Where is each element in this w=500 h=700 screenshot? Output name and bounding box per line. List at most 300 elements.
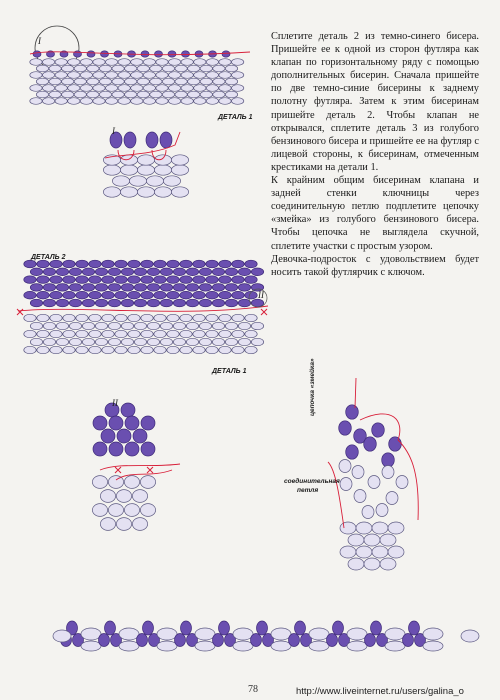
dark-bead (232, 291, 244, 299)
dark-bead (155, 51, 163, 57)
page-number: 78 (248, 684, 258, 695)
dark-bead (289, 634, 300, 647)
light-bead (143, 85, 155, 92)
dark-bead (30, 299, 42, 307)
dark-bead (147, 268, 159, 276)
dark-bead (89, 291, 101, 299)
light-bead (167, 346, 179, 353)
dark-bead (238, 284, 250, 292)
light-bead (245, 346, 257, 353)
dark-bead (160, 299, 172, 307)
dark-bead (143, 621, 154, 635)
light-bead (340, 478, 352, 491)
light-bead (102, 330, 114, 337)
light-bead (43, 338, 55, 345)
dark-bead (89, 260, 101, 268)
paragraph-3: Девочка-подросток с удовольствием будет носить такой футлярчик с ключом. (271, 253, 479, 278)
dark-bead (186, 284, 198, 292)
light-bead (238, 322, 250, 329)
light-bead (118, 72, 130, 79)
light-bead (116, 518, 131, 531)
dark-bead (219, 621, 230, 635)
dark-bead (403, 634, 414, 647)
light-bead (154, 346, 166, 353)
light-bead (115, 314, 127, 321)
dark-bead (109, 442, 123, 456)
light-bead (119, 628, 139, 640)
dark-bead (333, 621, 344, 635)
light-bead (231, 98, 243, 105)
dark-bead (173, 299, 185, 307)
light-bead (105, 85, 117, 92)
dark-bead (219, 276, 231, 284)
light-bead (167, 330, 179, 337)
light-bead (134, 322, 146, 329)
light-bead (99, 91, 111, 98)
light-bead (81, 641, 101, 651)
light-bead (154, 314, 166, 321)
light-bead (150, 91, 162, 98)
dark-bead (372, 423, 385, 437)
light-bead (364, 558, 380, 570)
light-bead (188, 91, 200, 98)
dark-bead (346, 445, 359, 459)
light-bead (231, 85, 243, 92)
light-bead (49, 65, 61, 72)
thread-line (328, 462, 344, 528)
light-bead (105, 59, 117, 66)
light-bead (103, 165, 120, 175)
dark-bead (212, 284, 224, 292)
light-bead (154, 155, 171, 165)
light-bead (68, 98, 80, 105)
light-bead (193, 314, 205, 321)
dark-bead (30, 284, 42, 292)
light-bead (188, 65, 200, 72)
light-bead (87, 91, 99, 98)
light-bead (368, 476, 380, 489)
light-bead (156, 98, 168, 105)
light-bead (50, 314, 62, 321)
light-bead (206, 98, 218, 105)
light-bead (193, 346, 205, 353)
light-bead (356, 522, 372, 534)
light-bead (156, 59, 168, 66)
dark-bead (63, 291, 75, 299)
dark-bead (371, 621, 382, 635)
dark-bead (182, 51, 190, 57)
dark-bead (365, 634, 376, 647)
light-bead (69, 338, 81, 345)
light-bead (150, 65, 162, 72)
dark-bead (251, 634, 262, 647)
loop-label-line1: соединительная (284, 478, 340, 485)
light-bead (61, 91, 73, 98)
dark-bead (95, 284, 107, 292)
dark-bead (137, 634, 148, 647)
dark-bead (37, 291, 49, 299)
light-bead (380, 558, 396, 570)
light-bead (372, 546, 388, 558)
chain-label: цепочка «змейка» (309, 358, 316, 416)
dark-bead (141, 260, 153, 268)
roman-label-ii-small: II (112, 398, 118, 408)
light-bead (423, 628, 443, 640)
light-bead (131, 59, 143, 66)
dark-bead (193, 276, 205, 284)
dark-bead (93, 416, 107, 430)
light-bead (143, 59, 155, 66)
light-bead (348, 534, 364, 546)
light-bead (55, 72, 67, 79)
light-bead (36, 78, 48, 85)
light-bead (376, 504, 388, 517)
light-bead (388, 522, 404, 534)
light-bead (146, 176, 163, 186)
light-bead (163, 176, 180, 186)
light-bead (49, 91, 61, 98)
light-bead (180, 314, 192, 321)
light-bead (347, 628, 367, 640)
light-bead (362, 506, 374, 519)
dark-bead (225, 268, 237, 276)
dark-bead (50, 276, 62, 284)
dark-bead (121, 284, 133, 292)
light-bead (141, 346, 153, 353)
dark-bead (180, 276, 192, 284)
light-bead (140, 476, 155, 489)
light-bead (120, 165, 137, 175)
dark-bead (33, 51, 41, 57)
light-bead (74, 78, 86, 85)
light-bead (37, 330, 49, 337)
light-bead (181, 98, 193, 105)
light-bead (120, 187, 137, 197)
dark-bead (141, 442, 155, 456)
light-bead (128, 346, 140, 353)
light-bead (76, 346, 88, 353)
roman-label-i-small: I (112, 126, 115, 136)
source-url: http://www.liveinternet.ru/users/galina_o (296, 686, 464, 697)
dark-bead (82, 268, 94, 276)
light-bead (99, 65, 111, 72)
light-bead (380, 534, 396, 546)
light-bead (171, 165, 188, 175)
dark-bead (146, 132, 158, 148)
dark-bead (121, 299, 133, 307)
light-bead (195, 628, 215, 640)
light-bead (309, 641, 329, 651)
light-bead (89, 346, 101, 353)
light-bead (118, 59, 130, 66)
light-bead (212, 338, 224, 345)
light-bead (42, 72, 54, 79)
dark-bead (193, 260, 205, 268)
dark-bead (24, 260, 36, 268)
dark-bead (225, 299, 237, 307)
light-bead (131, 85, 143, 92)
light-bead (108, 504, 123, 517)
light-bead (68, 72, 80, 79)
light-bead (199, 338, 211, 345)
light-bead (74, 65, 86, 72)
light-bead (206, 85, 218, 92)
light-bead (105, 98, 117, 105)
dark-bead (245, 260, 257, 268)
dark-bead (180, 291, 192, 299)
light-bead (56, 322, 68, 329)
dark-bead (154, 276, 166, 284)
light-bead (55, 59, 67, 66)
light-bead (141, 330, 153, 337)
light-bead (63, 346, 75, 353)
dark-bead (232, 276, 244, 284)
cross-mark (261, 309, 267, 315)
light-bead (61, 78, 73, 85)
paragraph-2: К крайним общим бисеринам клапана и задней стенки ключницы через соединительную петлю подплетите цепочку «змейка» из голубого бензинового бисера. Чтобы цепочка не выглядела скучной, сплетите участки с простым узором. (271, 175, 479, 252)
light-bead (63, 330, 75, 337)
dark-bead (124, 132, 136, 148)
light-bead (385, 641, 405, 651)
light-bead (175, 78, 187, 85)
dark-bead (30, 268, 42, 276)
dark-bead (238, 268, 250, 276)
dark-bead (339, 421, 352, 435)
light-bead (219, 98, 231, 105)
dark-bead (37, 276, 49, 284)
light-bead (339, 460, 351, 473)
light-bead (137, 65, 149, 72)
light-bead (219, 59, 231, 66)
light-bead (180, 346, 192, 353)
light-bead (42, 98, 54, 105)
dark-bead (212, 268, 224, 276)
light-bead (125, 78, 137, 85)
dark-bead (327, 634, 338, 647)
dark-bead (99, 634, 110, 647)
detail-1-label-mid: ДЕТАЛЬ 1 (212, 368, 247, 375)
light-bead (180, 330, 192, 337)
light-bead (168, 59, 180, 66)
dark-bead (160, 284, 172, 292)
light-bead (36, 65, 48, 72)
dark-bead (186, 268, 198, 276)
light-bead (225, 78, 237, 85)
dark-bead (409, 621, 420, 635)
light-bead (55, 98, 67, 105)
dark-bead (102, 291, 114, 299)
dark-bead (141, 276, 153, 284)
dark-bead (56, 284, 68, 292)
light-bead (131, 72, 143, 79)
light-bead (147, 338, 159, 345)
light-bead (200, 65, 212, 72)
light-bead (55, 85, 67, 92)
dark-bead (69, 299, 81, 307)
light-bead (24, 330, 36, 337)
light-bead (348, 558, 364, 570)
dark-bead (219, 291, 231, 299)
light-bead (219, 330, 231, 337)
light-bead (112, 91, 124, 98)
loop-label-line2: петля (297, 487, 319, 494)
dark-bead (108, 284, 120, 292)
light-bead (137, 91, 149, 98)
light-bead (162, 91, 174, 98)
light-bead (95, 338, 107, 345)
dark-bead (87, 51, 95, 57)
light-bead (181, 72, 193, 79)
light-bead (93, 59, 105, 66)
light-bead (206, 59, 218, 66)
light-bead (423, 641, 443, 651)
dark-bead (167, 260, 179, 268)
dark-bead (346, 405, 359, 419)
dark-bead (95, 299, 107, 307)
light-bead (102, 346, 114, 353)
light-bead (206, 346, 218, 353)
light-bead (42, 59, 54, 66)
light-bead (100, 490, 115, 503)
dark-bead (364, 437, 377, 451)
dark-bead (50, 260, 62, 268)
light-bead (225, 91, 237, 98)
light-bead (206, 72, 218, 79)
light-bead (80, 98, 92, 105)
light-bead (36, 91, 48, 98)
light-bead (68, 85, 80, 92)
light-bead (200, 78, 212, 85)
dark-bead (128, 291, 140, 299)
roman-label-ii-side: II (258, 290, 264, 300)
dark-bead (160, 268, 172, 276)
light-bead (173, 322, 185, 329)
light-bead (63, 314, 75, 321)
dark-bead (147, 284, 159, 292)
dark-bead (24, 276, 36, 284)
light-bead (231, 59, 243, 66)
cross-mark (147, 467, 153, 473)
dark-bead (121, 403, 135, 417)
light-bead (121, 322, 133, 329)
dark-bead (167, 276, 179, 284)
dark-bead (167, 291, 179, 299)
dark-bead (128, 260, 140, 268)
light-bead (112, 78, 124, 85)
light-bead (160, 338, 172, 345)
dark-bead (50, 291, 62, 299)
dark-bead (206, 260, 218, 268)
cross-mark (115, 467, 121, 473)
dark-bead (105, 621, 116, 635)
light-bead (157, 641, 177, 651)
dark-bead (225, 284, 237, 292)
dark-bead (238, 299, 250, 307)
light-bead (245, 330, 257, 337)
light-bead (232, 346, 244, 353)
dark-bead (175, 634, 186, 647)
light-bead (195, 641, 215, 651)
light-bead (271, 641, 291, 651)
light-bead (92, 476, 107, 489)
light-bead (56, 338, 68, 345)
light-bead (181, 59, 193, 66)
light-bead (30, 322, 42, 329)
light-bead (388, 546, 404, 558)
dark-bead (219, 260, 231, 268)
light-bead (194, 85, 206, 92)
dark-bead (134, 284, 146, 292)
dark-bead (115, 291, 127, 299)
dark-bead (141, 291, 153, 299)
light-bead (154, 187, 171, 197)
dark-bead (43, 299, 55, 307)
light-bead (213, 65, 225, 72)
light-bead (175, 65, 187, 72)
light-bead (213, 91, 225, 98)
dark-bead (115, 260, 127, 268)
light-bead (89, 314, 101, 321)
dark-bead (102, 260, 114, 268)
dark-bead (24, 291, 36, 299)
light-bead (68, 59, 80, 66)
dark-bead (389, 437, 402, 451)
light-bead (340, 522, 356, 534)
light-bead (80, 85, 92, 92)
light-bead (137, 78, 149, 85)
light-bead (271, 628, 291, 640)
light-bead (93, 72, 105, 79)
light-bead (128, 330, 140, 337)
light-bead (119, 641, 139, 651)
light-bead (156, 72, 168, 79)
light-bead (233, 628, 253, 640)
dark-bead (93, 442, 107, 456)
light-bead (115, 346, 127, 353)
light-bead (168, 85, 180, 92)
light-bead (124, 504, 139, 517)
light-bead (168, 98, 180, 105)
dark-bead (173, 284, 185, 292)
light-bead (74, 91, 86, 98)
light-bead (206, 314, 218, 321)
light-bead (157, 628, 177, 640)
light-bead (30, 59, 42, 66)
cross-mark (17, 309, 23, 315)
light-bead (53, 630, 71, 642)
light-bead (225, 338, 237, 345)
light-bead (137, 187, 154, 197)
light-bead (175, 91, 187, 98)
light-bead (212, 322, 224, 329)
light-bead (42, 85, 54, 92)
light-bead (356, 546, 372, 558)
dark-bead (133, 429, 147, 443)
light-bead (251, 322, 263, 329)
light-bead (461, 630, 479, 642)
light-bead (147, 322, 159, 329)
dark-bead (213, 634, 224, 647)
light-bead (112, 65, 124, 72)
dark-bead (199, 284, 211, 292)
light-bead (251, 338, 263, 345)
dark-bead (76, 291, 88, 299)
light-bead (87, 78, 99, 85)
light-bead (173, 338, 185, 345)
light-bead (143, 72, 155, 79)
light-bead (199, 322, 211, 329)
light-bead (105, 72, 117, 79)
